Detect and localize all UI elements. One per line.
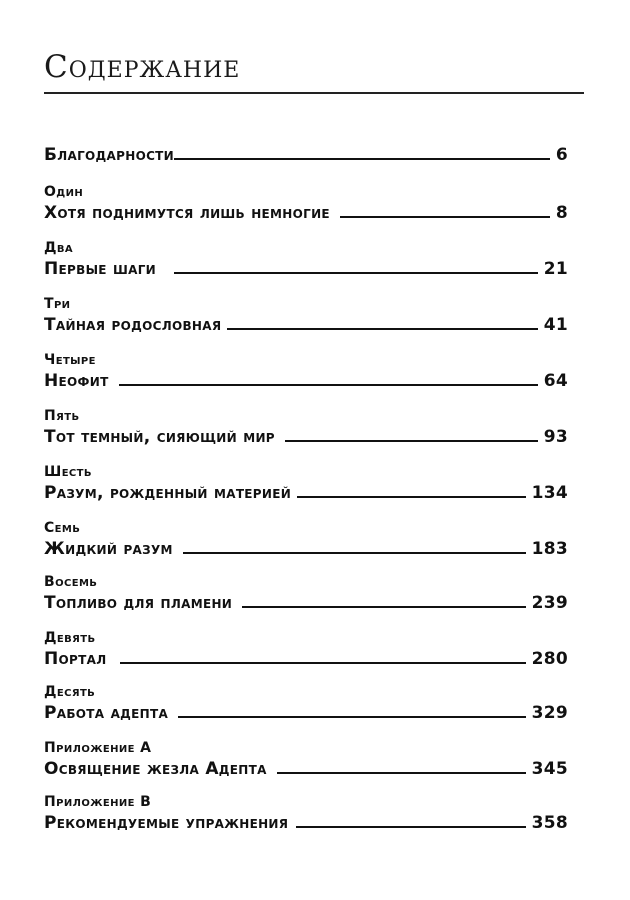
chapter-label: Шесть (44, 464, 92, 480)
page-title: Содержание (44, 49, 241, 85)
page-number: 345 (531, 759, 568, 779)
chapter-label: Восемь (44, 574, 98, 590)
toc-line (44, 592, 568, 614)
toc-entry-chapter-1[interactable] (44, 184, 568, 224)
chapter-label: Приложение B (44, 794, 152, 810)
page-number: 239 (531, 593, 568, 613)
entry-title: Тайная родословная (44, 315, 222, 335)
chapter-label: Десять (44, 684, 96, 700)
toc-line (44, 426, 568, 448)
toc-line (44, 370, 568, 392)
page-number: 21 (543, 259, 568, 279)
chapter-label: Четыре (44, 352, 96, 368)
toc-line (44, 702, 568, 724)
chapter-label: Один (44, 184, 84, 200)
toc-line (44, 538, 568, 560)
toc-line (44, 202, 568, 224)
toc-entry-chapter-2[interactable] (44, 240, 568, 280)
entry-title: Портал (44, 649, 107, 669)
page-number: 280 (531, 649, 568, 669)
toc-entry-acknowledgements[interactable] (44, 144, 568, 166)
dot-leader (242, 606, 525, 608)
page-number: 134 (531, 483, 568, 503)
dot-leader (174, 158, 550, 160)
page-number: 329 (531, 703, 568, 723)
toc-entry-chapter-5[interactable] (44, 408, 568, 448)
dot-leader (183, 552, 526, 554)
dot-leader (227, 328, 537, 330)
toc-entry-appendix-b[interactable] (44, 794, 568, 834)
entry-title: Рекомендуемые упражнения (44, 813, 289, 833)
page-number: 6 (555, 145, 568, 165)
entry-title: Жидкий разум (44, 539, 173, 559)
entry-title: Хотя поднимутся лишь немногие (44, 203, 330, 223)
chapter-label: Девять (44, 630, 96, 646)
dot-leader (178, 716, 526, 718)
entry-title: Работа адепта (44, 703, 169, 723)
toc-entry-appendix-a[interactable] (44, 740, 568, 780)
entry-title: Первые шаги (44, 259, 157, 279)
dot-leader (297, 496, 526, 498)
toc-line (44, 482, 568, 504)
toc-line (44, 758, 568, 780)
toc-entry-chapter-8[interactable] (44, 574, 568, 614)
toc-line (44, 648, 568, 670)
page-number: 358 (531, 813, 568, 833)
page-number: 93 (543, 427, 568, 447)
entry-title: Освящение жезла Адепта (44, 759, 267, 779)
title-divider (44, 92, 584, 94)
chapter-label: Приложение A (44, 740, 152, 756)
entry-title: Благодарности (44, 145, 175, 165)
toc-line (44, 812, 568, 834)
dot-leader (120, 662, 525, 664)
chapter-label: Три (44, 296, 71, 312)
dot-leader (277, 772, 526, 774)
page-number: 183 (531, 539, 568, 559)
dot-leader (174, 272, 538, 274)
dot-leader (296, 826, 525, 828)
chapter-label: Семь (44, 520, 81, 536)
toc-entry-chapter-10[interactable] (44, 684, 568, 724)
dot-leader (119, 384, 538, 386)
page-number: 41 (543, 315, 568, 335)
dot-leader (340, 216, 550, 218)
toc-line (44, 258, 568, 280)
toc-line (44, 314, 568, 336)
toc-entry-chapter-4[interactable] (44, 352, 568, 392)
entry-title: Разум, рожденный материей (44, 483, 292, 503)
chapter-label: Два (44, 240, 74, 256)
entry-title: Неофит (44, 371, 109, 391)
chapter-label: Пять (44, 408, 80, 424)
entry-title: Топливо для пламени (44, 593, 233, 613)
toc-entry-chapter-3[interactable] (44, 296, 568, 336)
dot-leader (285, 440, 538, 442)
toc-line (44, 144, 568, 166)
page-number: 8 (555, 203, 568, 223)
toc-entry-chapter-9[interactable] (44, 630, 568, 670)
page-number: 64 (543, 371, 568, 391)
toc-entry-chapter-7[interactable] (44, 520, 568, 560)
toc-entry-chapter-6[interactable] (44, 464, 568, 504)
entry-title: Тот темный, сияющий мир (44, 427, 275, 447)
